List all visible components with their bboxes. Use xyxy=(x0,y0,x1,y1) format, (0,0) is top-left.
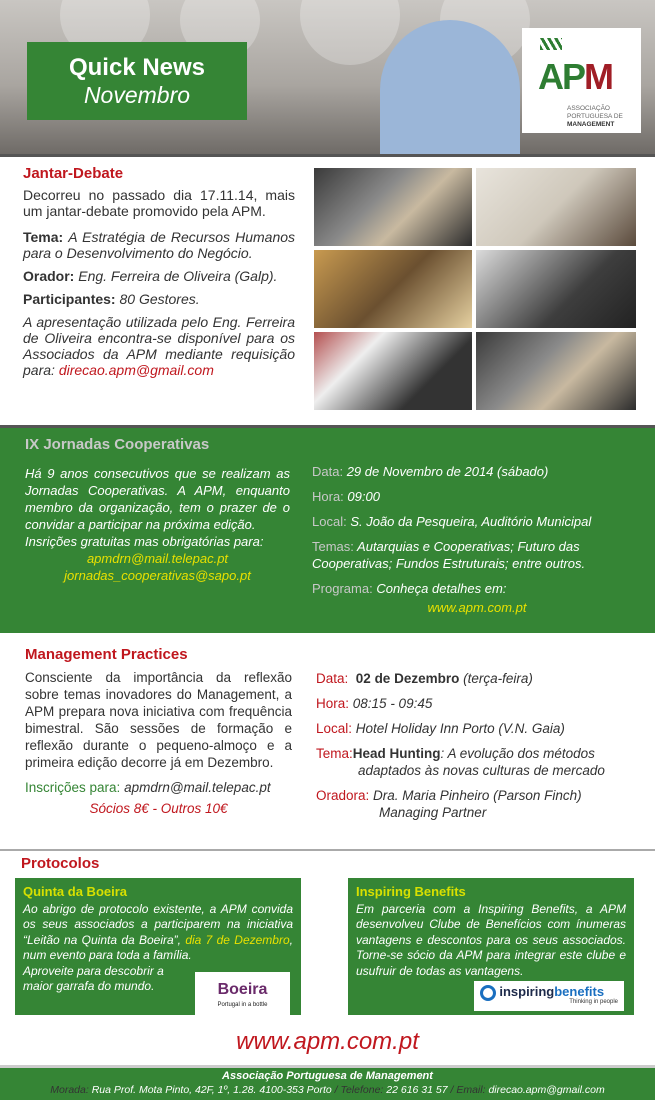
email-link[interactable]: direcao.apm@gmail.com xyxy=(488,1084,605,1096)
section-title: IX Jornadas Cooperativas xyxy=(25,436,210,453)
section-title: Jantar-Debate xyxy=(23,165,124,182)
divider xyxy=(0,154,655,157)
protocol-boeira: Quinta da Boeira Ao abrigo de protocolo existente, a APM convida os seus associados a participarem na iniciativa “Leitão na Quinta da Boeira”, dia 7 de Dezembro, num evento para toda a família. Aproveite para descobrir a maior garrafa do mundo. Boeira Portugal in a bottle xyxy=(15,878,301,1015)
email-link[interactable]: apmdrn@mail.telepac.pt xyxy=(124,780,271,795)
jantar-debate-section: Jantar-Debate Decorreu no passado dia 17.11.14, mais um jantar-debate promovido pela APM. Tema: A Estratégia de Recursos Humanos para o Desenvolvimento do Negócio. Orador: Eng. Ferreira de Oliveira (Galp). Participantes: 80 Gestores. A apresentação utilizada pelo Eng. Ferreira de Oliveira encontra-se disponível para os Associados da APM mediante requisição para: direcao.apm@gmail.com xyxy=(23,165,296,378)
event-photo xyxy=(476,250,636,328)
inspiring-benefits-logo: inspiringbenefits Thinking in people xyxy=(474,981,624,1011)
email-link[interactable]: direcao.apm@gmail.com xyxy=(58,362,214,378)
event-photo-grid xyxy=(314,168,636,409)
protocol-inspiring-benefits: Inspiring Benefits Em parceria com a Inspiring Benefits, a APM desenvolveu Clube de Benefícios com ínumeras vantagens e descontos para os seus associados. Torne-se sócio da APM para integrar este clube e usufruir de todas as vantagens. inspiringbenefits Thinking in people xyxy=(348,878,634,1015)
event-photo xyxy=(314,250,472,328)
section-title: Management Practices xyxy=(25,646,188,663)
event-photo xyxy=(476,332,636,410)
management-practices-section: Management Practices Consciente da importância da reflexão sobre temas inovadores do Management, a APM prepara nova iniciativa com frequência bimestral. São sessões de formação e reflexão durante o pequeno-almoço e a primeira edição decorre já em Dezembro. Inscrições para: apmdrn@mail.telepac.pt Sócios 8€ - Outros 10€ xyxy=(25,646,292,816)
jornadas-section: IX Jornadas Cooperativas Há 9 anos consecutivos que se realizam as Jornadas Cooperativas. A APM, enquanto membro da organização, tem o prazer de o convidar a participar na próxima edição. Insrições gratuitas mas obrigatórias para: apmdrn@mail.telepac.pt jornadas_cooperativas@sapo.pt Data: 29 de Novembro de 2014 (sábado) Hora: 09:00 Local: S. João da Pesqueira, Auditório Municipal Temas: Autarquias e Cooperativas; Futuro das Cooperativas; Fundos Estruturais; entre outros. Programa: Conheça detalhes em: www.apm.com.pt xyxy=(0,425,655,633)
newsletter-month: Novembro xyxy=(83,82,191,108)
apm-logo: APM ASSOCIAÇÃO PORTUGUESA DE MANAGEMENT xyxy=(522,28,641,133)
management-practices-details: Data: 02 de Dezembro (terça-feira) Hora: 08:15 - 09:45 Local: Hotel Holiday Inn Porto (V.N. Gaia) Tema:Head Hunting: A evolução dos métodos adaptados às novas culturas de mercado Oradora: Dra. Maria Pinheiro (Parson Finch) Managing Partner xyxy=(316,671,605,820)
event-photo xyxy=(314,332,472,410)
section-title: Protocolos xyxy=(21,855,100,872)
email-link[interactable]: apmdrn@mail.telepac.pt xyxy=(86,551,229,566)
event-photo xyxy=(476,168,636,246)
website-link[interactable]: www.apm.com.pt xyxy=(236,1028,419,1055)
presenter-image xyxy=(380,20,520,155)
newsletter-title: Quick News xyxy=(68,54,206,81)
divider xyxy=(0,849,655,851)
boeira-logo: Boeira Portugal in a bottle xyxy=(195,972,290,1016)
footer: Associação Portuguesa de Management Morada: Rua Prof. Mota Pinto, 42F, 1º, 1.28. 4100-353 Porto / Telefone: 22 616 31 57 / Email: direcao.apm@gmail.com xyxy=(0,1065,655,1100)
website-link[interactable]: www.apm.com.pt xyxy=(427,600,527,615)
title-box xyxy=(27,42,247,120)
email-link[interactable]: jornadas_cooperativas@sapo.pt xyxy=(64,568,251,583)
event-photo xyxy=(314,168,472,246)
